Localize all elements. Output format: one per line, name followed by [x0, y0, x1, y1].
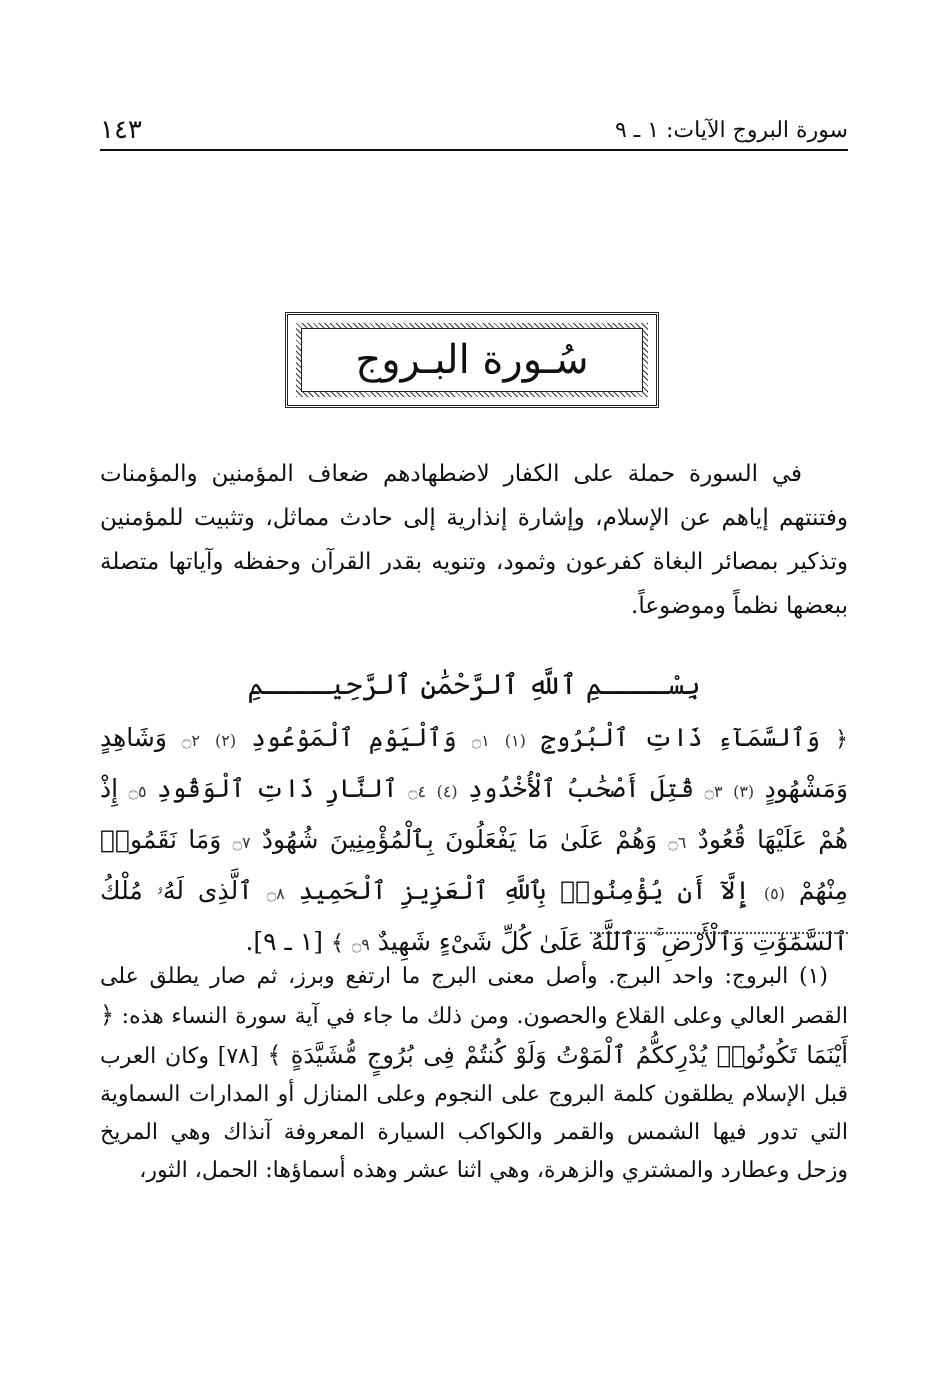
verse-6: إِذْ هُمْ عَلَيْهَا قُعُودٌ: [100, 774, 849, 854]
verse-9: ٱلَّذِى لَهُۥ مُلْكُ ٱلسَّمَٰوَٰتِ وَٱلْأَرْضِ ۚ وَٱللَّهُ عَلَىٰ كُلِّ شَىْءٍ شَهِيدٌ: [100, 876, 848, 956]
verse-3: وَشَاهِدٍ وَمَشْهُودٍ: [100, 723, 848, 803]
verse-4: قُتِلَ أَصْحَٰبُ ٱلْأُخْدُودِ: [468, 774, 695, 803]
footnote-1-tail: [٧٨] وكان العرب قبل الإسلام يطلقون كلمة البروج على النجوم وعلى المنازل أو المدارات السماوية التي تدور فيها الشمس والقمر والكواكب السيارة المعروفة آنذاك وهي المريخ وزحل وعطارد والمشتري والزهرة، وهي اثنا عشر وهذه أسماؤها: الحمل، الثور،: [100, 1044, 848, 1183]
ayah-marker-9: ۝٩: [351, 935, 370, 954]
page-header: [100, 112, 848, 148]
header-rule: [100, 149, 848, 151]
ayah-marker-5: ۝٥: [128, 782, 147, 801]
open-bracket: ﴿: [835, 727, 849, 752]
verse-8b: إِلَّآ أَن يُؤْمِنُوا۟ بِٱللَّهِ ٱلْعَزِيزِ ٱلْحَمِيدِ: [298, 876, 750, 905]
footnote-1-lead: (١) البروج: واحد البرج. وأصل معنى البرج ما ارتفع وبرز، ثم صار يطلق على القصر العالي وعلى القلاع والحصون. ومن ذلك ما جاء في آية سورة النساء هذه:: [100, 964, 848, 1029]
verse-1: وَٱلسَّمَآءِ ذَاتِ ٱلْبُرُوجِ: [540, 723, 821, 752]
ornamental-border: [292, 319, 652, 401]
ayah-marker-2: ۝٢: [182, 731, 200, 750]
verses-block: [100, 714, 848, 969]
ayah-marker-4: ۝٤: [408, 782, 427, 801]
footnote-divider: [590, 932, 848, 934]
basmala: بِسْــــمِ ٱللَّهِ ٱلرَّحْمَٰنِ ٱلرَّحِيــــمِ: [247, 668, 701, 701]
verse-2: وَٱلْيَوْمِ ٱلْمَوْعُودِ: [251, 723, 457, 752]
ayah-marker-8: ۝٨: [266, 884, 285, 903]
footnote-1-quote: ﴿ أَيْنَمَا تَكُونُوا۟ يُدْرِككُّمُ ٱلْمَوْتُ وَلَوْ كُنتُمْ فِى بُرُوجٍ مُّشَيَّدَةٍ ﴾: [100, 1001, 848, 1069]
footnote-ref-3: (٣): [733, 782, 755, 801]
surah-title: سُـورة البـروج: [355, 337, 589, 383]
footnotes: [100, 958, 848, 1190]
verse-range: [١ ـ ٩].: [245, 927, 324, 956]
ayah-marker-6: ۝٦: [668, 833, 687, 852]
verse-7: وَهُمْ عَلَىٰ مَا يَفْعَلُونَ بِٱلْمُؤْمِنِينَ شُهُودٌ: [261, 825, 658, 854]
ayah-marker-1: ۝١: [471, 731, 490, 750]
ayah-marker-7: ۝٧: [232, 833, 251, 852]
running-title: سورة البروج الآيات: ١ ـ ٩: [614, 117, 848, 143]
page-number: ١٤٣: [100, 115, 142, 145]
intro-paragraph: في السورة حملة على الكفار لاضطهادهم ضعاف المؤمنين والمؤمنات وفتنتهم إياهم عن الإسلام، وإشارة إنذارية إلى حادث مماثل، وتثبيت للمؤمنين وتذكير بمصائر البغاة كفرعون وثمود، وتنويه بقدر القرآن وحفظه وآياتها متصلة ببعضها نظماً وموضوعاً.: [100, 461, 848, 619]
ayah-marker-3: ۝٣: [704, 782, 723, 801]
footnote-ref-5: (٥): [763, 884, 785, 903]
surah-title-frame: [285, 312, 659, 408]
footnote-1: [100, 958, 848, 1190]
title-frame-core: [301, 328, 643, 392]
close-bracket: ﴾: [330, 931, 344, 956]
surah-introduction: [100, 452, 848, 628]
verse-8a: وَمَا نَقَمُوا۟ مِنْهُمْ: [100, 825, 848, 905]
verses-paragraph: [100, 714, 848, 969]
footnote-ref-2: (٢): [215, 731, 237, 750]
verse-5: ٱلنَّارِ ذَاتِ ٱلْوَقُودِ: [157, 774, 398, 803]
footnote-ref-4: (٤): [436, 782, 458, 801]
footnote-ref-1: (١): [504, 731, 526, 750]
